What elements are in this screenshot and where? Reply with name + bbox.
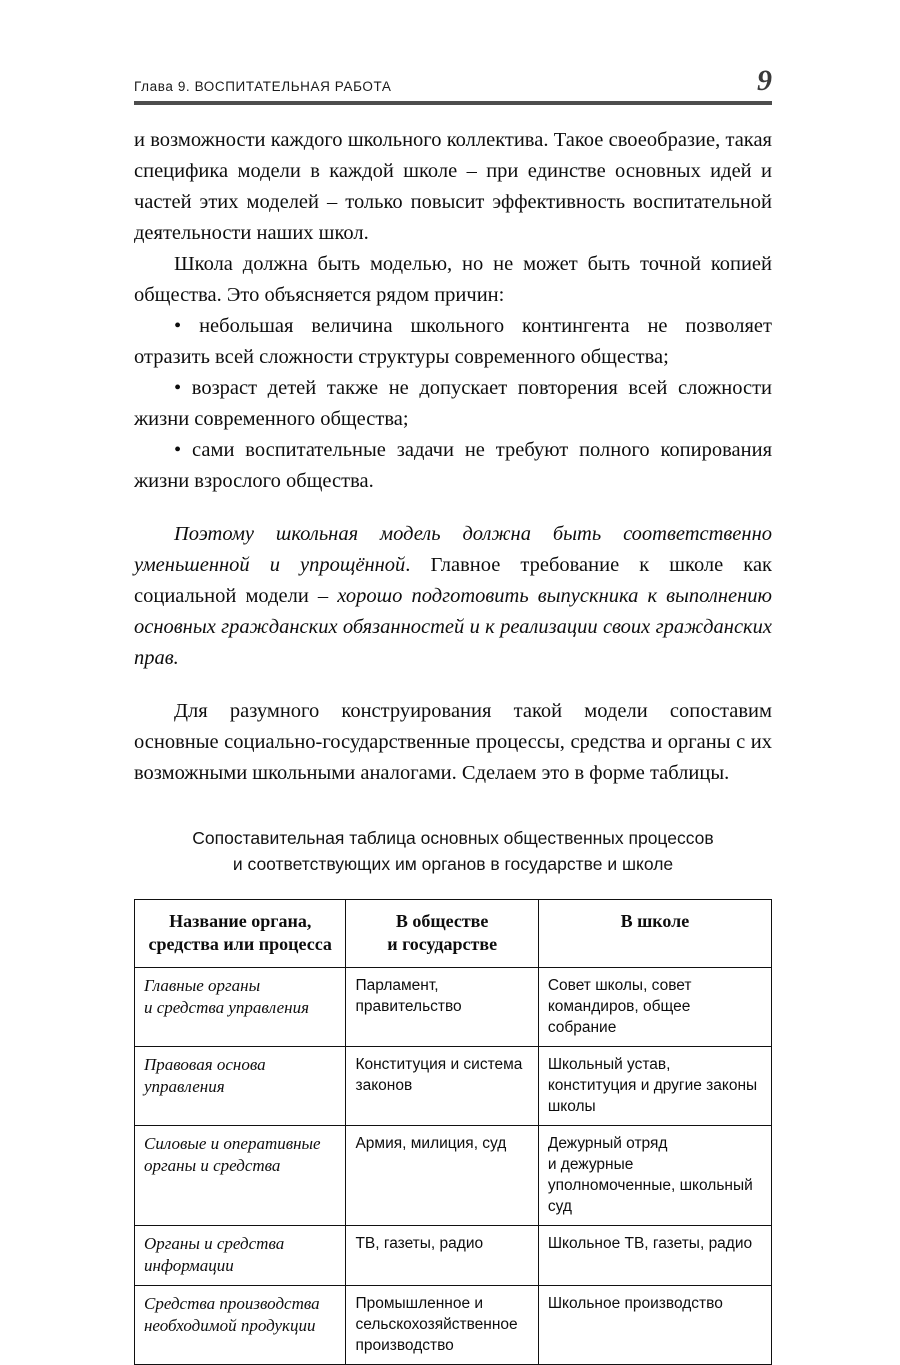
bullet-1: • небольшая величина школьного контингента не позволяет отразить всей сложности структуры современного общества; xyxy=(134,315,772,368)
table-header-cell-3 xyxy=(538,900,771,968)
table-caption-line-2: и соответствующих им органов в государстве и школе xyxy=(232,854,674,874)
table-row xyxy=(135,1047,772,1126)
page-number: 9 xyxy=(757,64,772,97)
table-cell-school: Школьное ТВ, газеты, радио xyxy=(538,1226,771,1286)
table-row xyxy=(135,1126,772,1226)
table-header-cell-1-line-1: Название органа, xyxy=(169,911,312,931)
paragraph-3-italic-part-1: Поэтому школьная модель должна быть соответственно уменьшенной и упрощённой xyxy=(134,523,772,576)
bullet-2: • возраст детей также не допускает повторения всей сложности жизни современного общества; xyxy=(134,377,772,430)
table-header-cell-1 xyxy=(135,900,346,968)
table-cell-school: Дежурный отряд и дежурные уполномоченные, школьный суд xyxy=(538,1126,771,1226)
table-body xyxy=(135,968,772,1365)
table-cell-school: Школьный устав, конституция и другие законы школы xyxy=(538,1047,771,1126)
bullet-3: • сами воспитательные задачи не требуют полного копирования жизни взрослого общества. xyxy=(134,439,772,492)
table-cell-school: Школьное производство xyxy=(538,1286,771,1365)
table-cell-school: Совет школы, совет командиров, общее собрание xyxy=(538,968,771,1047)
paragraph-4: Для разумного конструирования такой модели сопоставим основные социально-государственные процессы, средства и органы с их возможными школьными аналогами. Сделаем это в форме таблицы. xyxy=(134,700,772,784)
table-cell-organ: Главные органы и средства управления xyxy=(135,968,346,1047)
table-cell-organ: Правовая основа управления xyxy=(135,1047,346,1126)
table-row xyxy=(135,1226,772,1286)
table-cell-society: Конституция и система законов xyxy=(346,1047,538,1126)
paragraph-1: и возможности каждого школьного коллектива. Такое своеобразие, такая специфика модели в каждой школе – при единстве основных идей и частей этих моделей – только повысит эффективность воспитательной деятельности наших школ. xyxy=(134,129,772,244)
paragraph-3 xyxy=(134,519,772,674)
table-header-cell-1-line-2: средства или процесса xyxy=(148,934,332,954)
table-header-cell-2-line-2: и государстве xyxy=(387,934,498,954)
table-caption-line-1: Сопоставительная таблица основных общественных процессов xyxy=(192,828,714,848)
table-header-cell-2 xyxy=(346,900,538,968)
table-cell-organ: Силовые и оперативные органы и средства xyxy=(135,1126,346,1226)
header-divider xyxy=(134,101,772,105)
table-cell-society: Парламент, правительство xyxy=(346,968,538,1047)
comparison-table xyxy=(134,899,772,1365)
table-header-cell-3-line-1: В школе xyxy=(620,911,690,931)
paragraph-2: Школа должна быть моделью, но не может быть точной копией общества. Это объясняется рядом причин: xyxy=(134,253,772,306)
table-row xyxy=(135,1286,772,1365)
paragraph-3-roman-part: . Главное требование к школе как социальной модели – xyxy=(134,554,773,607)
running-head xyxy=(134,62,772,96)
table-header-row xyxy=(135,900,772,968)
paragraph-3-italic-part-2: хорошо подготовить выпускника к выполнению основных гражданских обязанностей и к реализации своих гражданских прав. xyxy=(134,585,773,669)
table-header-cell-2-line-1: В обществе xyxy=(395,911,489,931)
table-cell-organ: Органы и средства информации xyxy=(135,1226,346,1286)
table-cell-society: Промышленное и сельскохозяйственное производство xyxy=(346,1286,538,1365)
table-cell-society: Армия, милиция, суд xyxy=(346,1126,538,1226)
body-text xyxy=(134,125,772,789)
table-cell-organ: Средства производства необходимой продукции xyxy=(135,1286,346,1365)
chapter-title: Глава 9. ВОСПИТАТЕЛЬНАЯ РАБОТА xyxy=(134,79,392,94)
table-row xyxy=(135,968,772,1047)
table-caption xyxy=(134,825,772,877)
table-cell-society: ТВ, газеты, радио xyxy=(346,1226,538,1286)
